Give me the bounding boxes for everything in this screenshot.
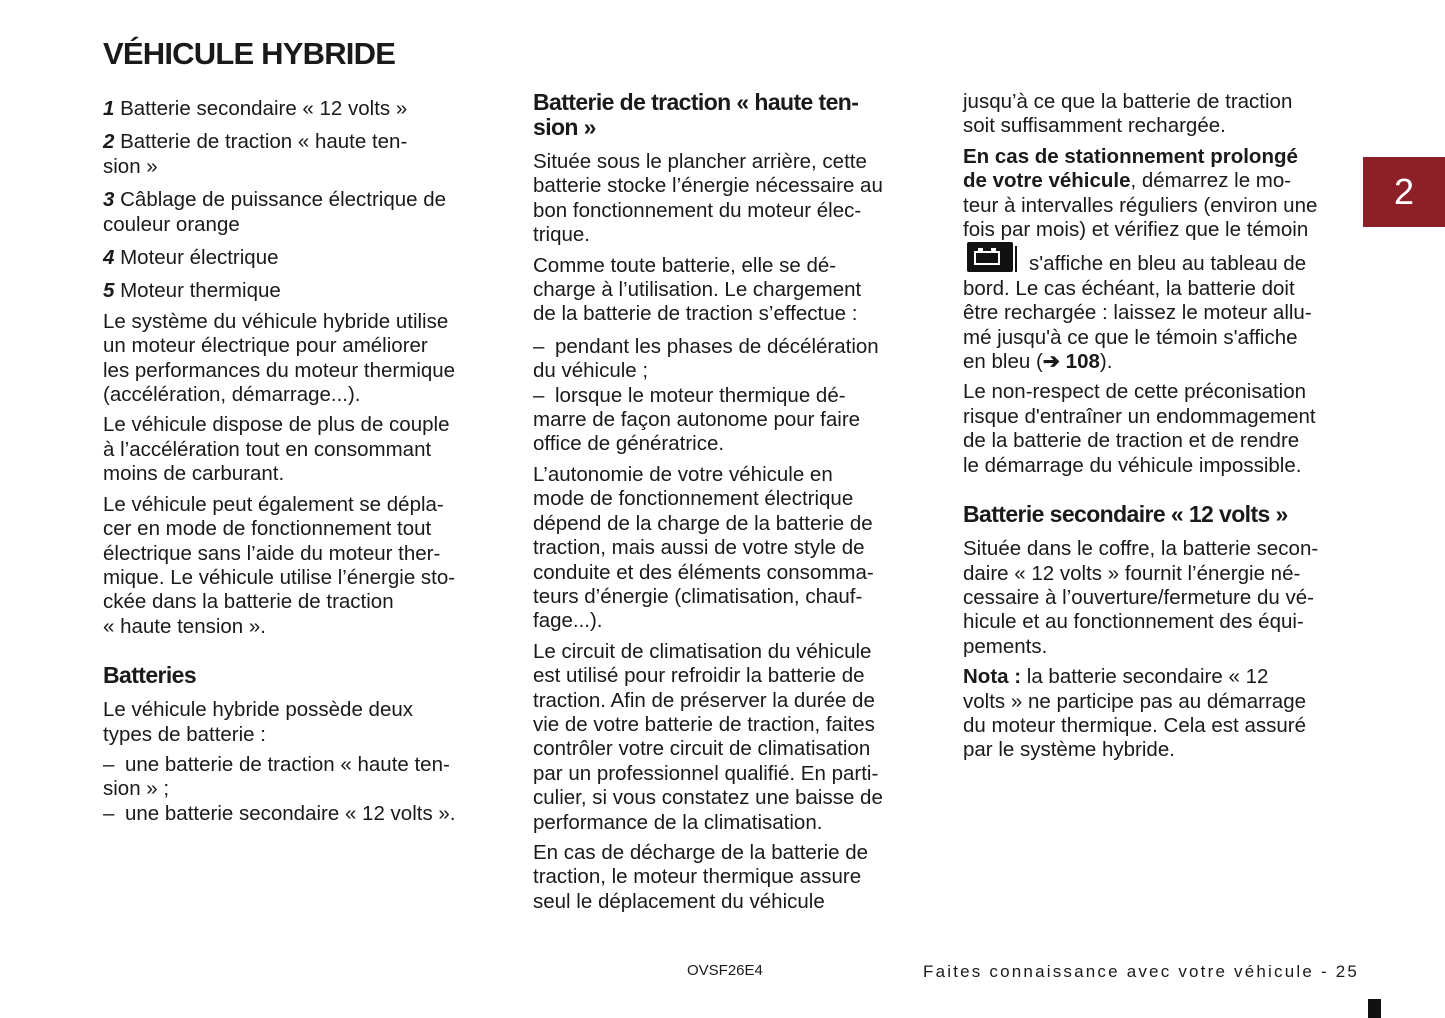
- paragraph: Le système du véhicule hybride utilise un moteur électrique pour améliorer les performances du moteur thermique (accélération, démarrage...).: [103, 309, 456, 407]
- paragraph: Comme toute batterie, elle se dé- charge à l’utilisation. Le chargement de la batterie de traction s’effectue :: [533, 253, 862, 326]
- chapter-tab: 2: [1363, 157, 1445, 227]
- paragraph: Le véhicule peut également se dépla- cer en mode de fonctionnement tout électrique sans l’aide du moteur ther- mique. Le véhicule utilise l’énergie sto- ckée dans la batterie de traction « haute tension ».: [103, 492, 456, 638]
- list-item: 2 Batterie de traction « haute ten- sion »: [103, 130, 408, 178]
- battery-warning-icon: [967, 242, 1017, 276]
- page-title: VÉHICULE HYBRIDE: [103, 36, 396, 71]
- paragraph: Le circuit de climatisation du véhicule est utilisé pour refroidir la batterie de traction. Afin de préserver la durée de vie de votre batterie de traction, faites contrôler votre circuit de climatisation par un professionnel qualifié. En parti- culier, si vous constatez une baisse de performance de la climatisation.: [533, 639, 883, 834]
- section-heading: Batteries: [103, 662, 197, 689]
- paragraph: L’autonomie de votre véhicule en mode de fonctionnement électrique dépend de la charge de la batterie de traction, mais aussi de votre style de conduite et des éléments consomma- teurs d’énergie (climatisation, chauf- fage...).: [533, 462, 874, 633]
- list-item: 1 Batterie secondaire « 12 volts »: [103, 97, 408, 120]
- bullet-item: – lorsque le moteur thermique dé- marre de façon autonome pour faire office de génératrice.: [533, 383, 861, 456]
- corner-mark: [1368, 999, 1381, 1018]
- section-heading: Batterie de traction « haute ten- sion »: [533, 89, 859, 140]
- column-2: [533, 90, 918, 914]
- column-1: [103, 97, 488, 826]
- note-paragraph: Nota : la batterie secondaire « 12 volts » ne participe pas au démarrage du moteur thermique. Cela est assuré par le système hybride.: [963, 665, 1307, 762]
- page-reference[interactable]: 108: [1065, 350, 1100, 374]
- bullet-item: – pendant les phases de décélération du véhicule ;: [533, 334, 879, 383]
- paragraph: Située dans le coffre, la batterie secon- daire « 12 volts » fournit l’énergie né- cessaire à l’ouverture/fermeture du vé- hicule et au fonctionnement des équi- pements.: [963, 537, 1319, 658]
- paragraph: Le véhicule dispose de plus de couple à l’accélération tout en consommant moins de carburant.: [103, 413, 450, 486]
- section-heading: Batterie secondaire « 12 volts »: [963, 501, 1288, 528]
- list-item: 3 Câblage de puissance électrique de couleur orange: [103, 188, 447, 236]
- paragraph: Le non-respect de cette préconisation risque d'entraîner un endommagement de la batterie de traction et de rendre le démarrage du véhicule impossible.: [963, 380, 1316, 477]
- arrow-icon: ➔: [1042, 350, 1060, 374]
- paragraph: jusqu’à ce que la batterie de traction soit suffisamment rechargée.: [963, 90, 1293, 138]
- paragraph: En cas de stationnement prolongé de votre véhicule, démarrez le mo- teur à intervalles réguliers (environ une fois par mois) et vérifiez que le témoin s'affiche en bleu au tableau de bord. Le cas échéant, la batterie doit être rechargée : laissez le moteur allu- mé jusqu'à ce que le témoin s'affiche en bleu (➔ 108).: [963, 144, 1318, 374]
- list-item: 4 Moteur électrique: [103, 246, 279, 270]
- paragraph: Située sous le plancher arrière, cette batterie stocke l’énergie nécessaire au bon fonctionnement du moteur élec- trique.: [533, 150, 883, 247]
- list-item: 5 Moteur thermique: [103, 279, 281, 303]
- paragraph: Le véhicule hybride possède deux types de batterie :: [103, 698, 413, 746]
- document-code: OVSF26E4: [687, 962, 763, 979]
- bullet-item: – une batterie secondaire « 12 volts ».: [103, 801, 456, 825]
- paragraph: En cas de décharge de la batterie de traction, le moteur thermique assure seul le déplacement du véhicule: [533, 840, 869, 913]
- page-footer: Faites connaissance avec votre véhicule - 25: [923, 962, 1360, 981]
- bullet-item: – une batterie de traction « haute ten- sion » ;: [103, 752, 450, 801]
- column-3: [963, 90, 1348, 763]
